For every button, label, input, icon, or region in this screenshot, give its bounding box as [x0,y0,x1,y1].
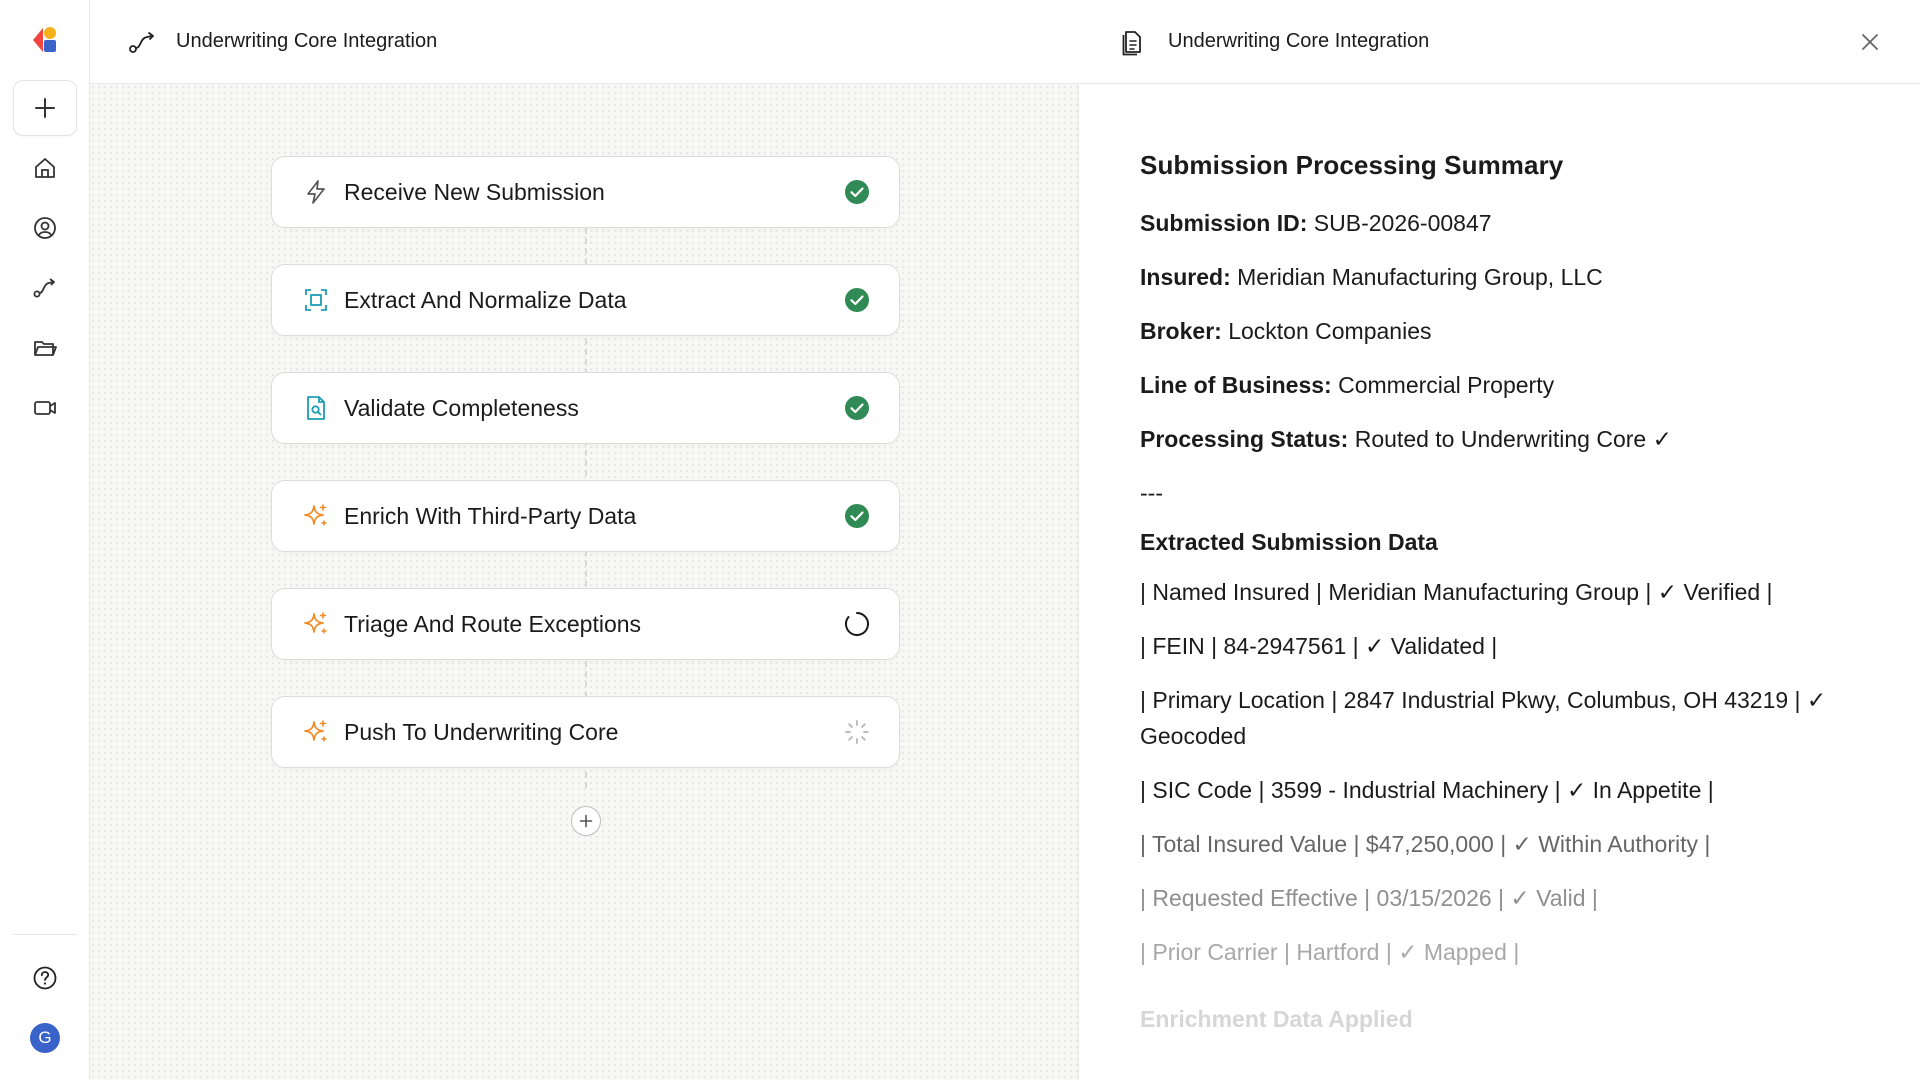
check-circle-icon [843,394,871,422]
avatar[interactable]: G [30,1023,60,1053]
field-processing-status [1140,421,1880,457]
step-label: Validate Completeness [344,394,579,421]
data-row: | Total Insured Value | $47,250,000 | ✓ Within Authority | [1140,831,1711,857]
enrichment-heading: Enrichment Data Applied [1140,1006,1413,1032]
data-row: | Requested Effective | 03/15/2026 | ✓ Valid | [1140,885,1598,911]
lightning-icon [302,178,330,206]
workflow-canvas [90,0,1079,1080]
detail-content [1140,150,1880,1051]
left-rail [0,0,90,1080]
new-button[interactable] [13,80,77,136]
field-label: Processing Status: [1140,426,1349,452]
step-label: Extract And Normalize Data [344,286,627,313]
video-icon [31,394,59,422]
data-row: | FEIN | 84-2947561 | ✓ Validated | [1140,633,1498,659]
step-label: Push To Underwriting Core [344,718,619,745]
field-label: Line of Business: [1140,372,1332,398]
data-row: | SIC Code | 3599 - Industrial Machinery | ✓ In Appetite | [1140,777,1714,803]
field-label: Broker: [1140,318,1222,344]
plus-icon [578,813,594,829]
step-label: Triage And Route Exceptions [344,610,642,637]
rail-divider [13,934,77,935]
field-value: SUB-2026-00847 [1313,210,1492,236]
step-triage-route-exceptions[interactable] [271,588,900,660]
field-line-of-business [1140,367,1880,403]
field-broker [1140,313,1880,349]
summary-heading: Submission Processing Summary [1140,150,1564,180]
document-search-icon [302,394,330,422]
check-circle-icon [843,502,871,530]
scan-icon [302,286,330,314]
field-submission-id [1140,205,1880,241]
step-label: Receive New Submission [344,178,605,205]
help-button[interactable] [13,950,77,1006]
sparkle-icon [302,718,330,746]
extracted-heading: Extracted Submission Data [1140,529,1438,555]
user-circle-icon [31,214,59,242]
step-validate-completeness[interactable] [271,372,900,444]
home-icon [31,154,59,182]
rail-home[interactable] [13,140,77,196]
field-value: Meridian Manufacturing Group, LLC [1237,264,1603,290]
spinner-icon [843,718,871,746]
detail-title: Underwriting Core Integration [1168,30,1430,52]
field-value: Lockton Companies [1228,318,1432,344]
detail-header [1080,0,1920,84]
check-circle-icon [843,178,871,206]
step-label: Enrich With Third-Party Data [344,502,637,529]
logo-icon [29,24,61,56]
field-value: Commercial Property [1338,372,1555,398]
workflow-title: Underwriting Core Integration [176,30,438,52]
field-label: Submission ID: [1140,210,1308,236]
rail-workflows[interactable] [13,260,77,316]
step-receive-new-submission[interactable] [271,156,900,228]
data-row: | Primary Location | 2847 Industrial Pkwy, Columbus, OH 43219 | ✓ Geocoded [1140,687,1827,749]
data-row: | Named Insured | Meridian Manufacturing Group | ✓ Verified | [1140,579,1773,605]
check-circle-icon [843,286,871,314]
field-value: Routed to Underwriting Core ✓ [1354,426,1672,452]
separator: --- [1140,480,1163,506]
folder-icon [31,334,59,362]
loading-ring-icon [843,610,871,638]
help-circle-icon [31,964,59,992]
plus-icon [31,94,59,122]
app-logo[interactable] [29,24,61,56]
workflow-icon [126,26,158,58]
workflow-icon [31,274,59,302]
add-step-button[interactable] [571,806,601,836]
workflow-header [90,0,1079,84]
document-icon [1118,28,1146,56]
rail-profile[interactable] [13,200,77,256]
field-insured [1140,259,1880,295]
step-enrich-third-party-data[interactable] [271,480,900,552]
close-icon[interactable] [1856,28,1884,56]
sparkle-icon [302,610,330,638]
rail-files[interactable] [13,320,77,376]
rail-recordings[interactable] [13,380,77,436]
step-extract-normalize-data[interactable] [271,264,900,336]
step-push-underwriting-core[interactable] [271,696,900,768]
field-label: Insured: [1140,264,1231,290]
sparkle-icon [302,502,330,530]
data-row: | Prior Carrier | Hartford | ✓ Mapped | [1140,939,1520,965]
detail-panel [1080,0,1920,1080]
